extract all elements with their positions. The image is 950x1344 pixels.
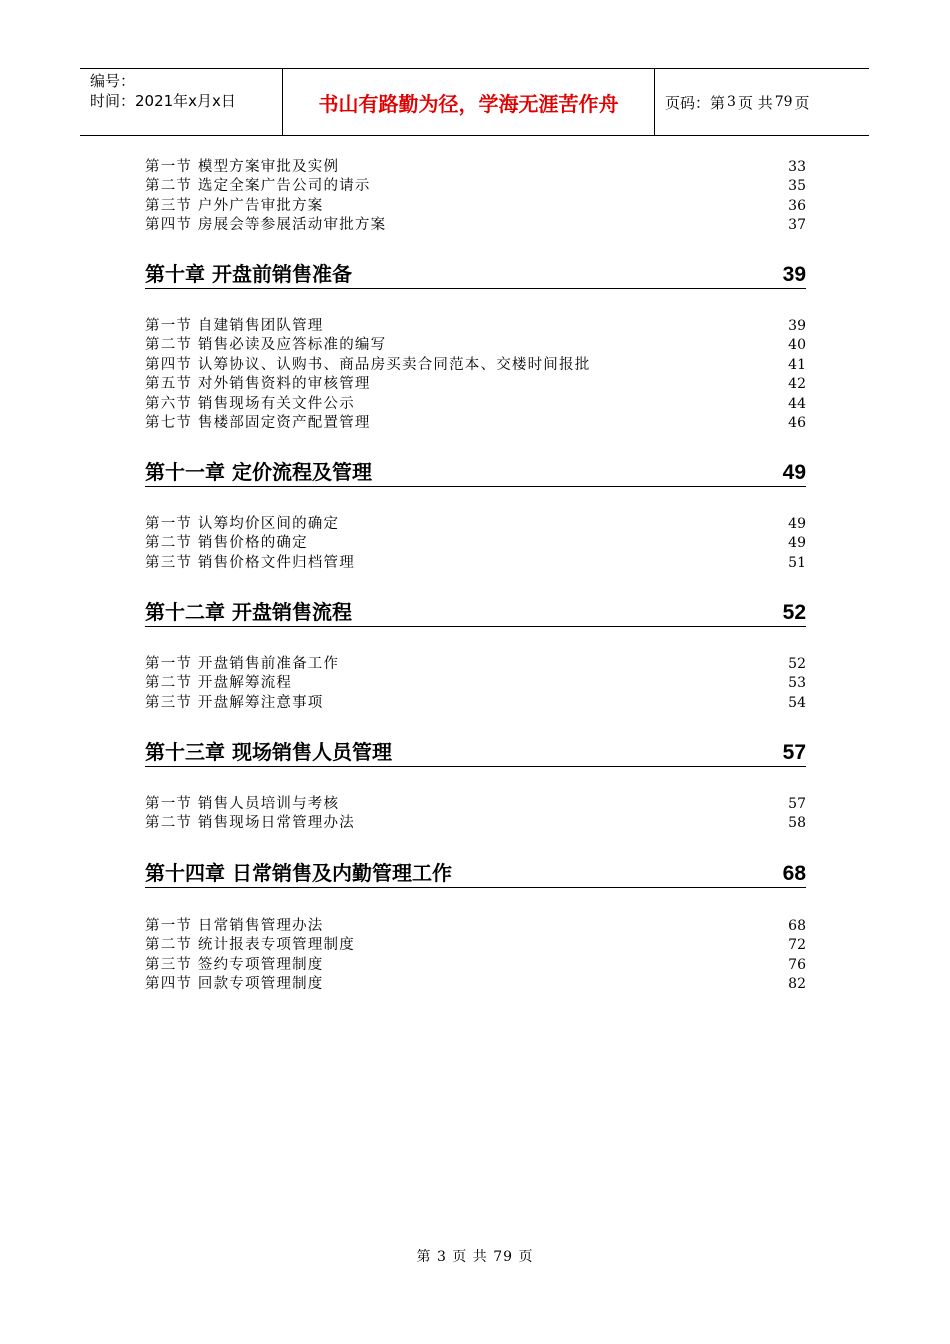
chapter-page: 39 (783, 263, 806, 289)
toc-section-entry[interactable] (145, 814, 806, 833)
chapter-title: 第十一章 定价流程及管理 (145, 456, 783, 487)
chapter-title: 第十三章 现场销售人员管理 (145, 736, 783, 767)
toc-section-entry[interactable] (145, 674, 806, 693)
page-total: 79 (774, 94, 793, 110)
section-page: 49 (788, 516, 806, 532)
toc-section-entry[interactable] (145, 956, 806, 975)
section-title: 第七节 售楼部固定资产配置管理 (145, 414, 371, 431)
section-title: 第一节 自建销售团队管理 (145, 318, 324, 334)
toc-section-entry[interactable] (145, 917, 806, 936)
section-title: 第四节 认筹协议、认购书、商品房买卖合同范本、交楼时间报批 (145, 356, 591, 373)
toc-section-group (145, 795, 806, 834)
toc-section-entry[interactable] (145, 795, 806, 814)
section-page: 36 (788, 197, 806, 214)
toc-section-group (145, 655, 806, 713)
toc-section-entry[interactable] (145, 694, 806, 713)
toc-section-entry[interactable] (145, 655, 806, 674)
toc-chapter-entry[interactable] (145, 861, 806, 888)
section-page: 82 (788, 976, 806, 993)
section-title: 第五节 对外销售资料的审核管理 (145, 376, 371, 393)
section-title: 第一节 开盘销售前准备工作 (145, 656, 340, 672)
toc-section-entry[interactable] (145, 375, 806, 394)
section-page: 35 (788, 178, 806, 195)
toc-section-entry[interactable] (145, 936, 806, 955)
header-meta (80, 69, 283, 135)
toc-section-group (145, 317, 806, 433)
section-page: 76 (788, 956, 806, 973)
toc-section-group (145, 515, 806, 573)
section-page: 41 (788, 356, 806, 373)
chapter-title: 第十章 开盘前销售准备 (145, 258, 783, 289)
section-title: 第二节 统计报表专项管理制度 (145, 937, 355, 954)
section-page: 37 (788, 217, 806, 234)
toc-chapter-entry[interactable] (145, 600, 806, 627)
toc-section-entry[interactable] (145, 216, 806, 235)
section-title: 第四节 回款专项管理制度 (145, 976, 324, 993)
chapter-title: 第十二章 开盘销售流程 (145, 596, 783, 627)
section-title: 第一节 日常销售管理办法 (145, 918, 324, 934)
section-title: 第二节 开盘解筹流程 (145, 675, 293, 692)
page-current: 3 (727, 94, 736, 110)
section-page: 44 (788, 395, 806, 412)
toc-section-entry[interactable] (145, 317, 806, 336)
section-title: 第三节 销售价格文件归档管理 (145, 554, 355, 571)
section-title: 第一节 销售人员培训与考核 (145, 796, 340, 812)
toc-section-entry[interactable] (145, 554, 806, 573)
section-page: 39 (788, 318, 806, 334)
section-page: 54 (788, 694, 806, 711)
section-title: 第二节 销售必读及应答标准的编写 (145, 337, 387, 354)
section-page: 42 (788, 376, 806, 393)
chapter-page: 49 (783, 461, 806, 487)
toc-section-entry[interactable] (145, 197, 806, 216)
section-page: 33 (788, 159, 806, 175)
section-page: 72 (788, 937, 806, 954)
toc-section-entry[interactable] (145, 975, 806, 994)
page-label-prefix: 页码：第 (665, 93, 726, 112)
section-title: 第一节 模型方案审批及实例 (145, 159, 340, 175)
toc-chapter-entry[interactable] (145, 460, 806, 487)
toc-section-entry[interactable] (145, 356, 806, 375)
page-label-suffix: 页 (794, 93, 810, 112)
page-header (80, 68, 869, 136)
document-date: 时间：2021年x月x日 (90, 92, 236, 110)
toc-chapter-entry[interactable] (145, 740, 806, 767)
page-footer: 第 3 页 共 79 页 (416, 1249, 534, 1265)
header-motto: 书山有路勤为径，学海无涯苦作舟 (283, 69, 655, 135)
section-page: 58 (788, 815, 806, 832)
section-title: 第二节 选定全案广告公司的请示 (145, 178, 371, 195)
section-page: 40 (788, 337, 806, 354)
header-page-info (655, 69, 869, 135)
section-page: 68 (788, 918, 806, 934)
section-page: 52 (788, 656, 806, 672)
document-number-label: 编号： (90, 72, 136, 90)
section-page: 49 (788, 535, 806, 552)
toc-section-entry[interactable] (145, 395, 806, 414)
section-title: 第三节 签约专项管理制度 (145, 956, 324, 973)
section-title: 第一节 认筹均价区间的确定 (145, 516, 340, 532)
section-title: 第六节 销售现场有关文件公示 (145, 395, 355, 412)
section-title: 第四节 房展会等参展活动审批方案 (145, 217, 387, 234)
toc-section-entry[interactable] (145, 158, 806, 177)
chapter-page: 68 (783, 862, 806, 888)
section-page: 53 (788, 675, 806, 692)
toc-chapter-entry[interactable] (145, 262, 806, 289)
page-label-mid: 页 共 (737, 93, 773, 112)
section-page: 51 (788, 554, 806, 571)
toc-section-entry[interactable] (145, 515, 806, 534)
toc-section-entry[interactable] (145, 336, 806, 355)
section-page: 57 (788, 796, 806, 812)
toc-section-entry[interactable] (145, 414, 806, 433)
section-title: 第二节 销售价格的确定 (145, 535, 308, 552)
chapter-title: 第十四章 日常销售及内勤管理工作 (145, 857, 783, 888)
section-title: 第二节 销售现场日常管理办法 (145, 815, 355, 832)
toc-section-group (145, 158, 806, 236)
toc-section-group (145, 917, 806, 995)
chapter-page: 52 (783, 601, 806, 627)
section-title: 第三节 开盘解筹注意事项 (145, 694, 324, 711)
chapter-page: 57 (783, 741, 806, 767)
section-title: 第三节 户外广告审批方案 (145, 197, 324, 214)
toc-section-entry[interactable] (145, 177, 806, 196)
section-page: 46 (788, 414, 806, 431)
toc-section-entry[interactable] (145, 534, 806, 553)
